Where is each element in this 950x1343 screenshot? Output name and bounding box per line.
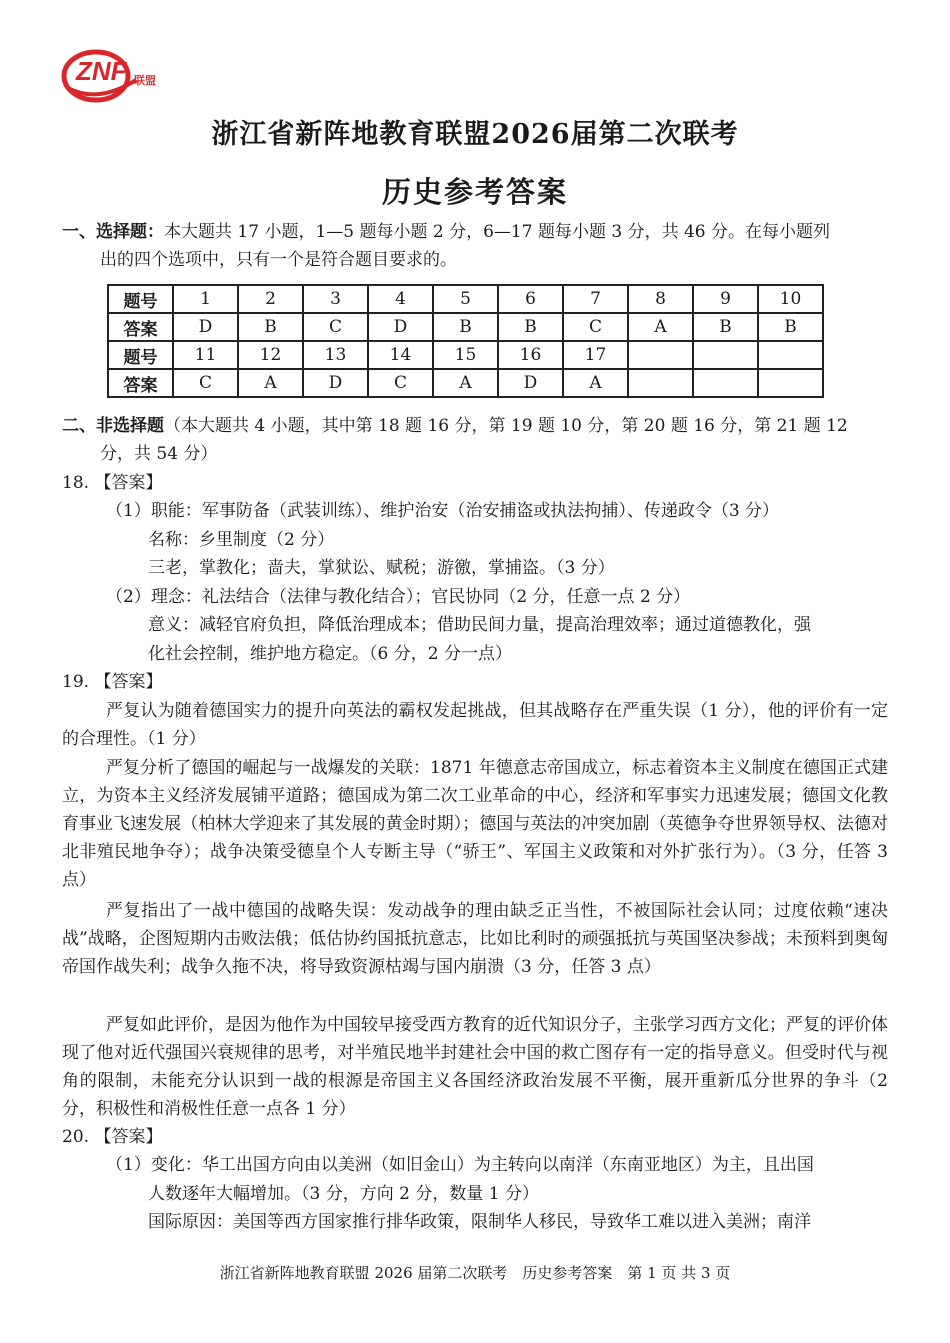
section-1-intro [62,218,888,274]
table-cell: 7 [563,285,628,313]
table-cell [693,369,758,397]
table-cell: 2 [238,285,303,313]
section-2-intro [62,412,888,468]
q20-line: （1）变化：华工出国方向由以美洲（如旧金山）为主转向以南洋（东南亚地区）为主，且出国 [106,1155,814,1175]
table-cell: 10 [758,285,823,313]
q18-line: （2）理念：礼法结合（法律与教化结合）；官民协同（2 分，任意一点 2 分） [106,587,691,607]
table-cell: A [628,313,693,341]
table-cell [628,341,693,369]
table-cell: 15 [433,341,498,369]
q19-paragraph: 严复指出了一战中德国的战略失误：发动战争的理由缺乏正当性，不被国际社会认同；过度依赖“速决战”战略，企图短期内击败法俄；低估协约国抵抗意志，比如比利时的顽强抵抗与英国坚决参战；未预料到奥匈帝国作战失利；战争久拖不决，将导致资源枯竭与国内崩溃（3 分，任答 3 点） [62,901,888,977]
table-cell: 8 [628,285,693,313]
table-cell: B [433,313,498,341]
q20-line: 国际原因：美国等西方国家推行排华政策，限制华人移民，导致华工难以进入美洲；南洋 [148,1212,811,1232]
section-1-heading: 一、选择题： [62,222,164,242]
table-cell: A [433,369,498,397]
table-row [108,285,823,313]
table-cell: C [563,313,628,341]
q19-label: 19. 【答案】 [62,672,163,692]
table-cell [693,341,758,369]
table-row [108,369,823,397]
q19-paragraph: 严复认为随着德国实力的提升向英法的霸权发起挑战，但其战略存在严重失误（1 分），他的评价有一定的合理性。（1 分） [62,701,888,749]
q18-line: 三老，掌教化；啬夫，掌狱讼、赋税；游徼，掌捕盗。（3 分） [148,558,615,578]
table-cell: 3 [303,285,368,313]
table-cell [758,341,823,369]
table-cell: A [238,369,303,397]
table-row [108,341,823,369]
row-header: 答案 [108,313,173,341]
table-cell: 5 [433,285,498,313]
table-cell: 16 [498,341,563,369]
svg-text:联盟: 联盟 [134,74,156,87]
table-cell: C [173,369,238,397]
table-cell: 13 [303,341,368,369]
answer-table [107,284,824,398]
table-cell: 9 [693,285,758,313]
table-cell: C [368,369,433,397]
row-header: 题号 [108,285,173,313]
table-cell: D [173,313,238,341]
table-cell: 17 [563,341,628,369]
q20-label: 20. 【答案】 [62,1127,163,1147]
section-1-text-cont: 出的四个选项中，只有一个是符合题目要求的。 [100,250,457,270]
table-cell: 6 [498,285,563,313]
answer-title: 历史参考答案 [381,175,568,209]
table-cell: 1 [173,285,238,313]
table-cell: 14 [368,341,433,369]
page-footer: 浙江省新阵地教育联盟 2026 届第二次联考 历史参考答案 第 1 页 共 3 页 [219,1264,731,1282]
exam-title: 浙江省新阵地教育联盟2026届第二次联考 [211,119,739,150]
section-2-heading: 二、非选择题 [62,416,164,436]
table-cell: A [563,369,628,397]
table-cell: B [693,313,758,341]
table-cell [758,369,823,397]
section-2-text-cont: 分，共 54 分） [100,444,218,464]
q20-line: 人数逐年大幅增加。（3 分，方向 2 分，数量 1 分） [148,1184,539,1204]
q18-line: （1）职能：军事防备（武装训练）、维护治安（治安捕盗或执法拘捕）、传递政令（3 分） [106,501,780,521]
row-header: 答案 [108,369,173,397]
table-cell: B [498,313,563,341]
row-header: 题号 [108,341,173,369]
table-row [108,313,823,341]
q19-paragraph: 严复分析了德国的崛起与一战爆发的关联：1871 年德意志帝国成立，标志着资本主义制度在德国正式建立，为资本主义经济发展铺平道路；德国成为第二次工业革命的中心，经济和军事实力迅速发展；德国文化教育事业飞速发展（柏林大学迎来了其发展的黄金时期）；德国与英法的冲突加剧（英德争夺世界领导权、法德对北非殖民地争夺）；战争决策受德皇个人专断主导（“骄王”、军国主义政策和对外扩张行为）。（3 分，任答 3 点） [62,758,888,890]
q19-paragraph: 严复如此评价，是因为他作为中国较早接受西方教育的近代知识分子，主张学习西方文化；严复的评价体现了他对近代强国兴衰规律的思考，对半殖民地半封建社会中国的救亡图存有一定的指导意义。但受时代与视角的限制，未能充分认识到一战的根源是帝国主义各国经济政治发展不平衡，展开重新瓜分世界的争斗（2 分，积极性和消极性任意一点各 1 分） [62,1015,888,1119]
q18-label: 18. 【答案】 [62,473,163,493]
table-cell [628,369,693,397]
section-2-text: （本大题共 4 小题，其中第 18 题 16 分，第 19 题 10 分，第 20 题 16 分，第 21 题 12 [164,416,848,436]
q18-line: 意义：减轻官府负担，降低治理成本；借助民间力量，提高治理效率；通过道德教化，强 [148,615,811,635]
q18-line: 化社会控制，维护地方稳定。（6 分，2 分一点） [148,644,512,664]
table-cell: D [498,369,563,397]
table-cell: D [368,313,433,341]
table-cell: D [303,369,368,397]
table-cell: C [303,313,368,341]
table-cell: 11 [173,341,238,369]
table-cell: 4 [368,285,433,313]
table-cell: B [758,313,823,341]
alliance-logo [58,44,158,106]
q18-line: 名称：乡里制度（2 分） [148,530,335,550]
table-cell: B [238,313,303,341]
section-1-text: 本大题共 17 小题，1—5 题每小题 2 分，6—17 题每小题 3 分，共 46 分。在每小题列 [164,222,831,242]
svg-text:ZNF: ZNF [76,56,127,86]
table-cell: 12 [238,341,303,369]
